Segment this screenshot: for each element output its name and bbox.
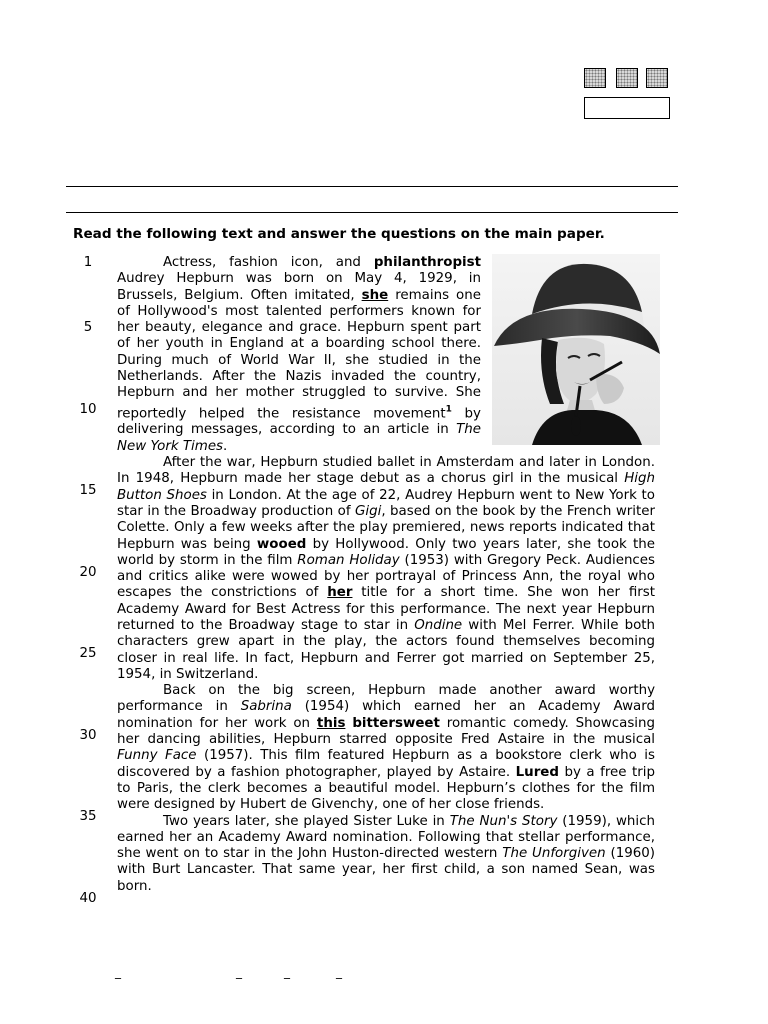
footer-mark: _ bbox=[115, 965, 121, 979]
line-number: 1 bbox=[83, 255, 93, 270]
line-number: 30 bbox=[79, 727, 97, 743]
score-square bbox=[616, 68, 638, 88]
line-number bbox=[66, 744, 110, 760]
line-number bbox=[66, 793, 110, 809]
article-paragraph: Back on the big screen, Hepburn made another award worthy performance in Sabrina (1954) which earned her an Academy Award nomination for her work on this bittersweet romantic comedy. Showcasing her dancing abilities, Hepburn starred opposite Fred Astaire in the musical Funny Face (1957). This film featured Hepburn as a bookstore clerk who is discovered by a fashion photographer, played by Astaire. Lured by a free trip to Paris, the clerk becomes a beautiful model. Hepburn’s clothes for the film were designed by Hubert de Givenchy, one of her close friends. bbox=[117, 683, 656, 813]
line-number bbox=[66, 418, 110, 434]
line-number bbox=[66, 907, 110, 923]
divider-rule bbox=[66, 186, 678, 187]
article-text bbox=[117, 255, 655, 895]
line-number bbox=[66, 467, 110, 483]
line-number bbox=[66, 385, 110, 401]
line-numbers bbox=[66, 255, 110, 923]
score-square bbox=[646, 68, 668, 88]
divider-rule bbox=[66, 212, 678, 213]
score-field bbox=[584, 97, 670, 119]
line-number bbox=[66, 760, 110, 776]
line-number bbox=[66, 271, 110, 287]
line-number bbox=[66, 858, 110, 874]
line-number bbox=[66, 581, 110, 597]
line-number bbox=[66, 695, 110, 711]
line-number bbox=[66, 662, 110, 678]
line-number: 40 bbox=[79, 890, 97, 906]
line-number bbox=[66, 597, 110, 613]
line-number bbox=[66, 630, 110, 646]
line-number: 20 bbox=[79, 564, 97, 580]
line-number bbox=[66, 353, 110, 369]
score-square bbox=[584, 68, 606, 88]
line-number bbox=[66, 825, 110, 841]
line-number bbox=[66, 434, 110, 450]
article-paragraph: Actress, fashion icon, and philanthropist Audrey Hepburn was born on May 4, 1929, in Brussels, Belgium. Often imitated, she remains one of Hollywood's most talented performers known for her beauty, elegance and grace. Hepburn spent part of her youth in England at a boarding school there. During much of World War II, she studied in the Netherlands. After the Nazis invaded the country, Hepburn and her mother struggled to survive. She reportedly helped the resistance movement$^1$ by delivering messages, according to an article in The New York Times. bbox=[117, 255, 481, 454]
line-number: 5 bbox=[83, 320, 93, 336]
article-paragraph: After the war, Hepburn studied ballet in Amsterdam and later in London. In 1948, Hepburn made her stage debut as a chorus girl in the musical High Button Shoes in London. At the age of 22, Audrey Hepburn went to New York to star in the Broadway production of Gigi, based on the book by the French writer Colette. Only a few weeks after the play premiered, news reports indicated that Hepburn was being wooed by Hollywood. Only two years later, she took the world by storm in the film Roman Holiday (1953) with Gregory Peck. Audiences and critics alike were wowed by her portrayal of Princess Ann, the royal who escapes the constrictions of her title for a short time. She won her first Academy Award for Best Actress for this performance. The next year Hepburn returned to the Broadway stage to star in Ondine with Mel Ferrer. While both characters grew apart in the play, the actors found themselves becoming closer in real life. In fact, Hepburn and Ferrer got married on September 25, 1954, in Switzerland. bbox=[117, 455, 656, 682]
line-number bbox=[66, 451, 110, 467]
line-number bbox=[66, 288, 110, 304]
line-number: 10 bbox=[79, 401, 97, 417]
line-number: 35 bbox=[79, 809, 97, 825]
line-number: 15 bbox=[79, 483, 97, 499]
line-number bbox=[66, 874, 110, 890]
line-number bbox=[66, 532, 110, 548]
line-number bbox=[66, 679, 110, 695]
line-number bbox=[66, 304, 110, 320]
line-number bbox=[66, 777, 110, 793]
line-number bbox=[66, 548, 110, 564]
line-number bbox=[66, 711, 110, 727]
footer-mark: _ bbox=[336, 965, 342, 979]
line-number bbox=[66, 516, 110, 532]
line-number bbox=[66, 336, 110, 352]
line-number: 25 bbox=[79, 646, 97, 662]
line-number bbox=[66, 499, 110, 515]
instruction-text: Read the following text and answer the questions on the main paper. bbox=[73, 226, 605, 242]
article-paragraph: Two years later, she played Sister Luke in The Nun's Story (1959), which earned her an Academy Award nomination. Following that stellar performance, she went on to star in the John Huston-directed western The Unforgiven (1960) with Burt Lancaster. That same year, her first child, a son named Sean, was born. bbox=[117, 813, 656, 894]
footer-mark: _ bbox=[236, 965, 242, 979]
line-number bbox=[66, 842, 110, 858]
footer-mark: _ bbox=[284, 965, 290, 979]
line-number bbox=[66, 369, 110, 385]
line-number bbox=[66, 614, 110, 630]
